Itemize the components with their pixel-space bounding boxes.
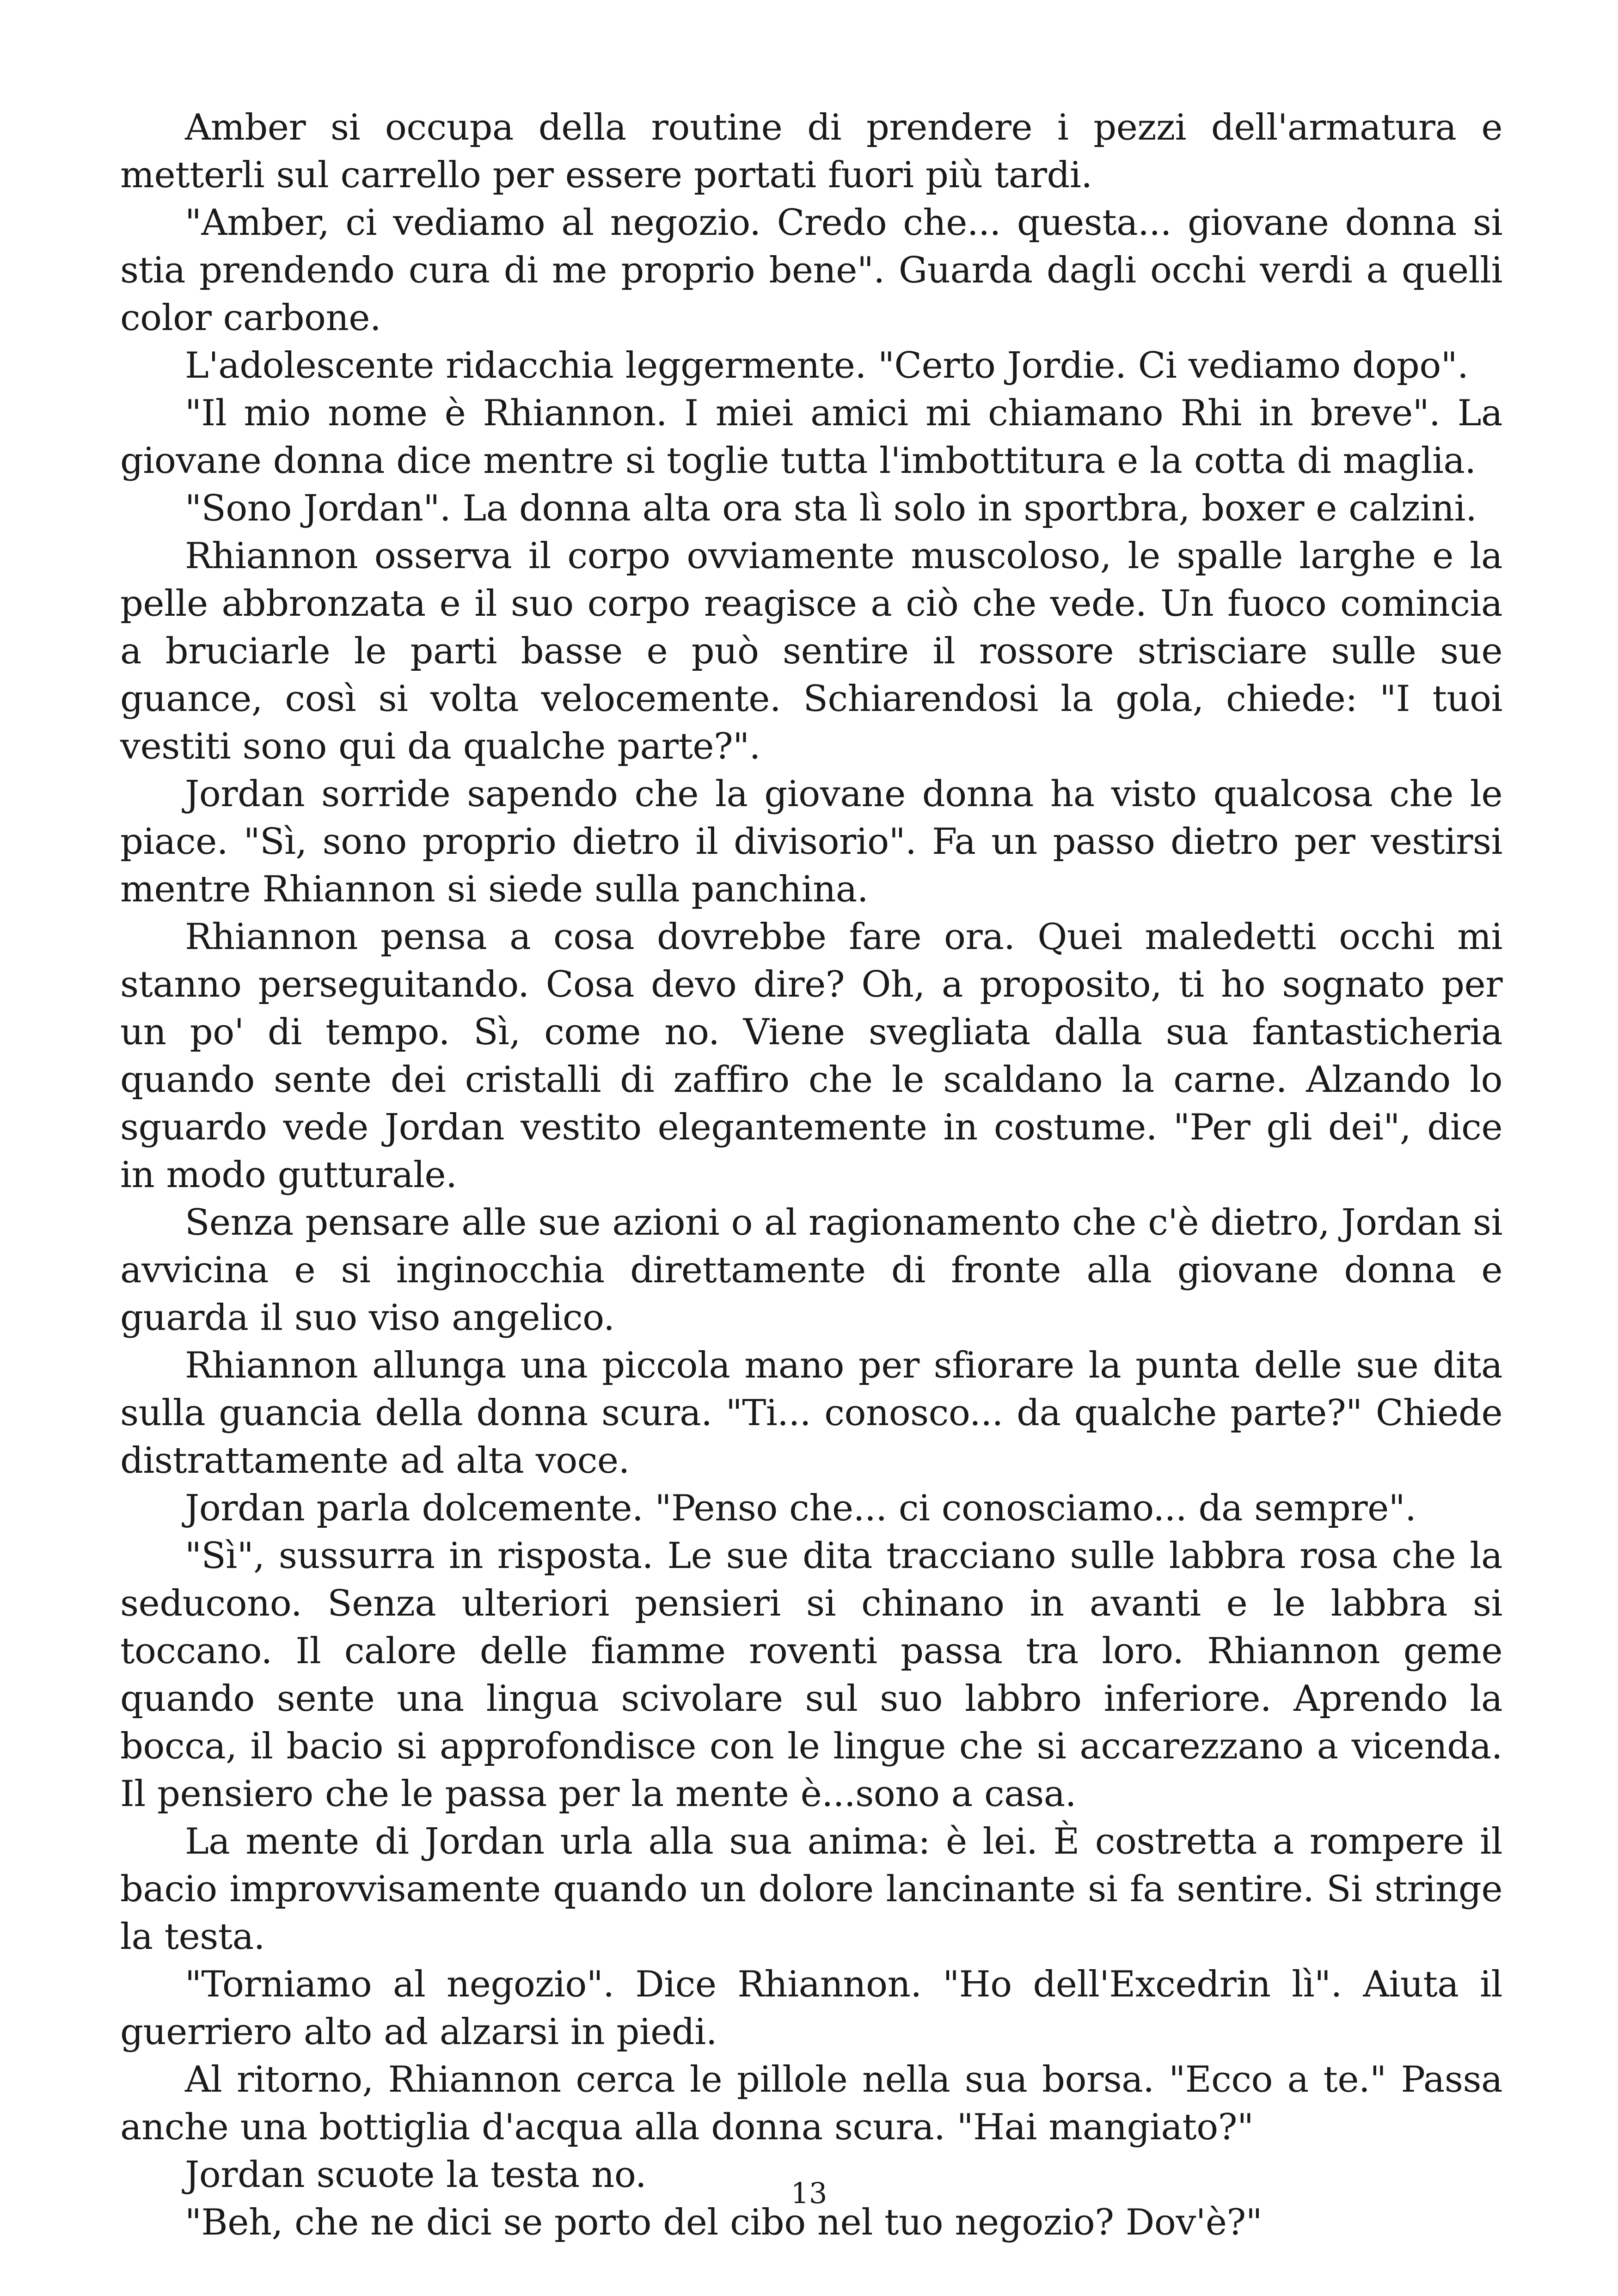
paragraph: Jordan parla dolcemente. "Penso che... ci conosciamo... da sempre". [185, 1488, 1416, 1529]
paragraph: "Sì", sussurra in risposta. Le sue dita tracciano sulle labbra rosa che la seducono. Senza ulteriori pensieri si chinano in avanti e le labbra si toccano. Il calore delle fiamme roventi passa tra loro. Rhiannon geme quando sente una lingua scivolare sul suo labbro inferiore. Aprendo la bocca, il bacio si approfondisce con le lingue che si accarezzano a vicenda. Il pensiero che le passa per la mente è...sono a casa. [120, 1535, 1502, 1815]
paragraph: Rhiannon allunga una piccola mano per sfiorare la punta delle sue dita sulla guancia della donna scura. "Ti... conosco... da qualche parte?" Chiede distrattamente ad alta voce. [120, 1345, 1502, 1482]
paragraph: Jordan sorride sapendo che la giovane donna ha visto qualcosa che le piace. "Sì, sono proprio dietro il divisorio". Fa un passo dietro per vestirsi mentre Rhiannon si siede sulla panchina. [120, 773, 1502, 910]
paragraph: "Amber, ci vediamo al negozio. Credo che... questa... giovane donna si stia prendendo cura di me proprio bene". Guarda dagli occhi verdi a quelli color carbone. [120, 202, 1502, 339]
paragraph: "Il mio nome è Rhiannon. I miei amici mi chiamano Rhi in breve". La giovane donna dice mentre si toglie tutta l'imbottitura e la cotta di maglia. [120, 392, 1502, 482]
paragraph: Rhiannon pensa a cosa dovrebbe fare ora. Quei maledetti occhi mi stanno perseguitando. Cosa devo dire? Oh, a proposito, ti ho sognato per un po' di tempo. Sì, come no. Viene svegliata dalla sua fantasticheria quando sente dei cristalli di zaffiro che le scaldano la carne. Alzando lo sguardo vede Jordan vestito elegantemente in costume. "Per gli dei", dice in modo gutturale. [120, 916, 1502, 1196]
paragraph: "Torniamo al negozio". Dice Rhiannon. "Ho dell'Excedrin lì". Aiuta il guerriero alto ad alzarsi in piedi. [120, 1964, 1502, 2053]
paragraph: La mente di Jordan urla alla sua anima: è lei. È costretta a rompere il bacio improvvisamente quando un dolore lancinante si fa sentire. Si stringe la testa. [120, 1821, 1502, 1958]
paragraph: L'adolescente ridacchia leggermente. "Certo Jordie. Ci vediamo dopo". [185, 345, 1469, 386]
paragraph: Amber si occupa della routine di prendere i pezzi dell'armatura e metterli sul carrello per essere portati fuori più tardi. [120, 107, 1502, 196]
paragraph: Rhiannon osserva il corpo ovviamente muscoloso, le spalle larghe e la pelle abbronzata e il suo corpo reagisce a ciò che vede. Un fuoco comincia a bruciarle le parti basse e può sentire il rossore strisciare sulle sue guance, così si volta velocemente. Schiarendosi la gola, chiede: "I tuoi vestiti sono qui da qualche parte?". [120, 535, 1502, 767]
page-number: 13 [791, 2176, 827, 2210]
paragraph: Jordan scuote la testa no. [185, 2154, 647, 2196]
paragraph: "Beh, che ne dici se porto del cibo nel tuo negozio? Dov'è?" [185, 2202, 1263, 2243]
page-body [120, 104, 1502, 2247]
paragraph: "Sono Jordan". La donna alta ora sta lì solo in sportbra, boxer e calzini. [185, 488, 1477, 529]
paragraph: Al ritorno, Rhiannon cerca le pillole nella sua borsa. "Ecco a te." Passa anche una bottiglia d'acqua alla donna scura. "Hai mangiato?" [120, 2059, 1502, 2148]
paragraph: Senza pensare alle sue azioni o al ragionamento che c'è dietro, Jordan si avvicina e si inginocchia direttamente di fronte alla giovane donna e guarda il suo viso angelico. [120, 1202, 1502, 1339]
